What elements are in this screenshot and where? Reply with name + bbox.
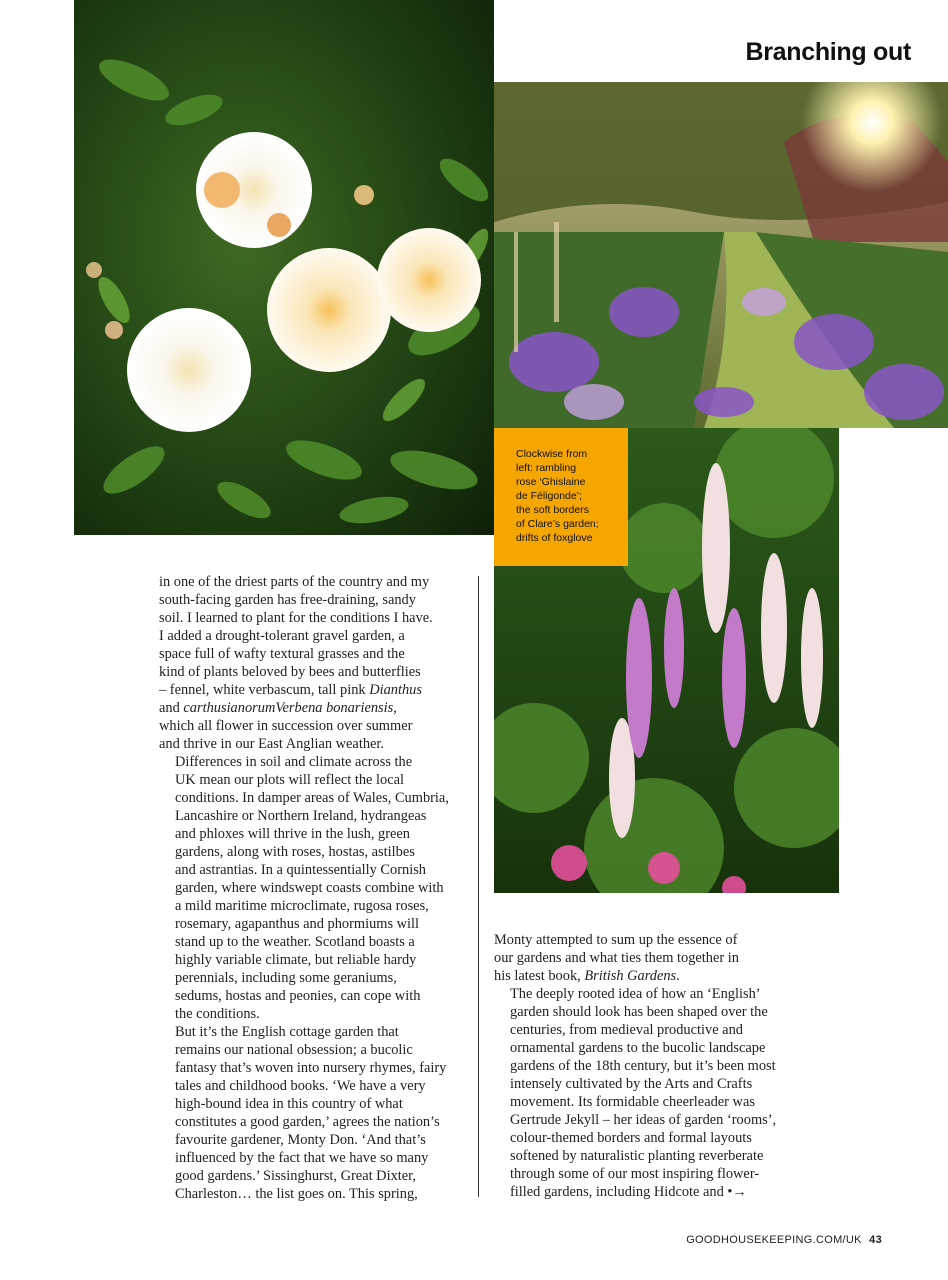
- text-line: conditions. In damper areas of Wales, Cumbria,: [175, 790, 449, 806]
- text-line: which all flower in succession over summer: [159, 718, 413, 734]
- text-line: space full of wafty textural grasses and the: [159, 646, 405, 662]
- article-column-left: [159, 573, 469, 1203]
- text-line: softened by naturalistic planting reverberate: [510, 1148, 764, 1164]
- footer-site: GOODHOUSEKEEPING.COM/UK: [686, 1234, 862, 1246]
- text-line: rosemary, agapanthus and phormiums will: [175, 916, 420, 932]
- text-line: fantasy that’s woven into nursery rhymes, fairy: [175, 1060, 447, 1076]
- text-line: and astrantias. In a quintessentially Cornish: [175, 862, 426, 878]
- text-line: constitutes a good garden,’ agrees the nation’s: [175, 1114, 440, 1130]
- text-line: kind of plants beloved by bees and butterflies: [159, 664, 421, 680]
- caption-line: de Féligonde’;: [516, 490, 582, 502]
- page-footer: [686, 1234, 882, 1246]
- text-line: But it’s the English cottage garden that: [175, 1024, 399, 1040]
- article-paragraph: [494, 985, 799, 1201]
- rose-photo: [74, 0, 494, 535]
- text-line: good gardens.’ Sissinghurst, Great Dixter,: [175, 1168, 416, 1184]
- text-line: and thrive in our East Anglian weather.: [159, 736, 384, 752]
- text-line: and phloxes will thrive in the lush, green: [175, 826, 411, 842]
- text-line: Monty attempted to sum up the essence of: [494, 932, 738, 948]
- text-line: tales and childhood books. ‘We have a very: [175, 1078, 426, 1094]
- article-column-right: [494, 931, 799, 1201]
- text-line: a mild maritime microclimate, rugosa roses,: [175, 898, 429, 914]
- text-line: and carthusianorumVerbena bonariensis,: [159, 700, 397, 716]
- text-line: Gertrude Jekyll – her ideas of garden ‘rooms’,: [510, 1112, 777, 1128]
- text-line: gardens, along with roses, hostas, astilbes: [175, 844, 415, 860]
- article-paragraph: [159, 753, 469, 1023]
- article-paragraph: [159, 1023, 469, 1203]
- text-line: in one of the driest parts of the country and my: [159, 574, 430, 590]
- text-line: garden should look has been shaped over the: [510, 1004, 768, 1020]
- text-line: highly variable climate, but reliable hardy: [175, 952, 417, 968]
- text-line: Charleston… the list goes on. This spring,: [175, 1186, 418, 1202]
- article-paragraph: [494, 931, 799, 985]
- text-line: Differences in soil and climate across the: [175, 754, 413, 770]
- text-line: influenced by the fact that we have so many: [175, 1150, 429, 1166]
- text-line: remains our national obsession; a bucolic: [175, 1042, 413, 1058]
- text-line: perennials, including some geraniums,: [175, 970, 397, 986]
- text-line: soil. I learned to plant for the conditions I have.: [159, 610, 433, 626]
- text-line: UK mean our plots will reflect the local: [175, 772, 404, 788]
- text-line: centuries, from medieval productive and: [510, 1022, 743, 1038]
- text-line: filled gardens, including Hidcote and •→: [510, 1184, 747, 1200]
- caption-line: rose ‘Ghislaine: [516, 476, 586, 488]
- text-line: gardens of the 18th century, but it’s been most: [510, 1058, 776, 1074]
- text-line: The deeply rooted idea of how an ‘English’: [510, 986, 761, 1002]
- text-line: our gardens and what ties them together in: [494, 950, 739, 966]
- caption-text: [516, 447, 620, 545]
- text-line: sedums, hostas and peonies, can cope with: [175, 988, 421, 1004]
- article-paragraph: [159, 573, 469, 753]
- text-line: high-bound idea in this country of what: [175, 1096, 403, 1112]
- garden-path-photo: [494, 82, 948, 428]
- text-line: Lancashire or Northern Ireland, hydrangeas: [175, 808, 427, 824]
- text-line: south-facing garden has free-draining, sandy: [159, 592, 416, 608]
- column-divider: [478, 576, 479, 1197]
- text-line: ornamental gardens to the bucolic landscape: [510, 1040, 766, 1056]
- page-number: 43: [869, 1234, 882, 1246]
- text-line: – fennel, white verbascum, tall pink Dianthus: [159, 682, 422, 698]
- text-line: the conditions.: [175, 1006, 260, 1022]
- text-line: intensely cultivated by the Arts and Crafts: [510, 1076, 753, 1092]
- caption-line: of Clare’s garden;: [516, 518, 599, 530]
- text-line: his latest book, British Gardens.: [494, 968, 680, 984]
- text-line: through some of our most inspiring flower-: [510, 1166, 760, 1182]
- caption-line: drifts of foxglove: [516, 532, 593, 544]
- photo-caption: [494, 428, 628, 566]
- text-line: I added a drought-tolerant gravel garden, a: [159, 628, 405, 644]
- caption-line: Clockwise from: [516, 448, 588, 460]
- text-line: colour-themed borders and formal layouts: [510, 1130, 752, 1146]
- caption-line: the soft borders: [516, 504, 589, 516]
- text-line: movement. Its formidable cheerleader was: [510, 1094, 755, 1110]
- text-line: favourite gardener, Monty Don. ‘And that’s: [175, 1132, 426, 1148]
- caption-line: left: rambling: [516, 462, 577, 474]
- text-line: stand up to the weather. Scotland boasts a: [175, 934, 415, 950]
- section-title: Branching out: [745, 38, 911, 66]
- text-line: garden, where windswept coasts combine with: [175, 880, 444, 896]
